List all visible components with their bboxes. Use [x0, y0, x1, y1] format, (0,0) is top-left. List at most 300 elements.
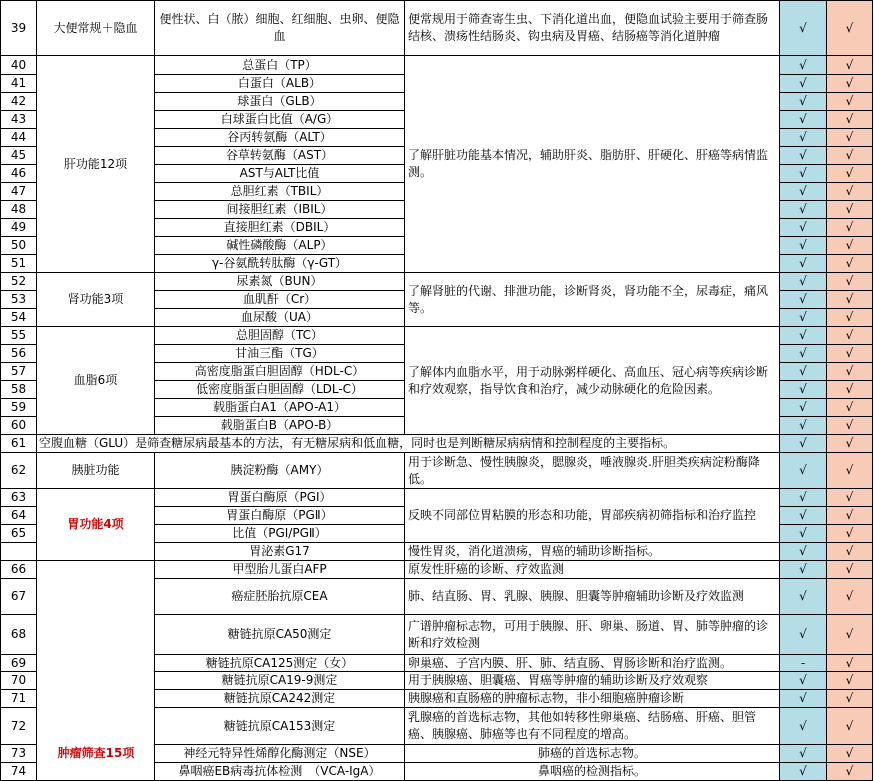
exam-item-text: 谷草转氨酶（AST） — [225, 148, 334, 162]
package-a-check-text: √ — [799, 436, 807, 450]
package-a-check-text: √ — [799, 589, 807, 603]
package-a-check — [780, 561, 827, 579]
package-b-check — [827, 201, 873, 219]
package-b-check-text: √ — [845, 238, 854, 252]
package-a-check-text: √ — [799, 148, 807, 162]
exam-item — [155, 0, 405, 56]
package-a-check-text: √ — [799, 746, 807, 760]
package-b-check-text: √ — [845, 627, 854, 641]
row-number — [0, 237, 37, 255]
package-b-check — [827, 453, 873, 489]
exam-item-text: 高密度脂蛋白胆固醇（HDL-C） — [194, 364, 365, 378]
row-number — [0, 543, 37, 561]
package-a-check — [780, 309, 827, 327]
exam-item — [155, 417, 405, 435]
row-number-text: 49 — [10, 220, 27, 234]
row-number — [0, 655, 37, 672]
exam-item-text: 癌症胚胎抗原CEA — [231, 589, 328, 603]
package-b-check — [827, 672, 873, 690]
exam-item-text: AST与ALT比值 — [239, 166, 320, 180]
package-a-check-text: √ — [799, 328, 807, 342]
package-a-check-text: √ — [799, 256, 807, 270]
package-a-check — [780, 75, 827, 93]
package-b-check — [827, 745, 873, 763]
exam-item — [155, 327, 405, 345]
category-liver-text: 肝功能12项 — [63, 156, 128, 171]
package-b-check-text: √ — [845, 202, 854, 216]
exam-description-text: 鼻咽癌的检测指标。 — [537, 764, 646, 778]
package-a-check-text: √ — [799, 112, 807, 126]
package-a-check — [780, 201, 827, 219]
package-a-check — [780, 111, 827, 129]
package-a-check — [780, 579, 827, 615]
exam-description — [405, 672, 780, 690]
package-b-check — [827, 219, 873, 237]
exam-description-text: 肺癌的首选标志物。 — [537, 746, 646, 760]
row-number — [0, 345, 37, 363]
package-b-check — [827, 561, 873, 579]
exam-item-text: 甘油三酯（TG） — [235, 346, 324, 360]
package-b-check-text: √ — [845, 166, 854, 180]
row-number — [0, 615, 37, 655]
package-b-check-text: √ — [845, 526, 854, 540]
row-number-text: 57 — [10, 364, 27, 378]
row-number-text: 53 — [10, 292, 27, 306]
exam-item-text: 胃蛋白酶原（PGⅡ） — [226, 508, 333, 522]
row-number-text: 62 — [10, 463, 27, 477]
row-number — [0, 75, 37, 93]
row-number-text: 59 — [10, 400, 27, 414]
exam-item — [155, 561, 405, 579]
row-number-text: 63 — [10, 490, 27, 504]
package-b-check — [827, 129, 873, 147]
exam-description — [405, 655, 780, 672]
package-a-check-text: √ — [799, 490, 807, 504]
package-a-check — [780, 525, 827, 543]
stomach-description-text: 反映不同部位胃粘膜的形态和功能，胃部疾病初筛指标和治疗监控 — [408, 508, 757, 522]
exam-item — [155, 543, 405, 561]
exam-description — [405, 453, 780, 489]
row-number — [0, 129, 37, 147]
row-number-text: 60 — [10, 418, 27, 432]
package-b-check-text: √ — [845, 655, 854, 670]
exam-item-text: 胰淀粉酶（AMY） — [230, 463, 329, 477]
exam-item-text: 甲型胎儿蛋白AFP — [232, 562, 327, 576]
exam-description-text: 广谱肿瘤标志物，可用于胰腺、肝、卵巢、肠道、胃、肺等肿瘤的诊断和疗效检测 — [408, 618, 769, 650]
row-number — [0, 561, 37, 579]
exam-description-text: 用于胰腺癌、胆囊癌、胃癌等肿瘤的辅助诊断及疗效观察 — [408, 673, 709, 687]
row-number-text: 65 — [10, 526, 27, 540]
row-number-text: 43 — [10, 112, 27, 126]
exam-item-text: 直接胆红素（DBIL） — [223, 220, 336, 234]
package-b-check — [827, 381, 873, 399]
package-b-check-text: √ — [845, 184, 854, 198]
row-number-text: 48 — [10, 202, 27, 216]
category-tumor-label: 肿瘤筛查15项 — [57, 745, 135, 760]
exam-item-text: 糖链抗原CA50测定 — [227, 627, 332, 641]
package-b-check-text: √ — [845, 256, 854, 270]
package-a-check — [780, 615, 827, 655]
exam-item-text: 球蛋白（GLB） — [237, 94, 322, 108]
row-number-text: 70 — [10, 673, 27, 687]
exam-item — [155, 147, 405, 165]
package-a-check — [780, 489, 827, 507]
exam-item — [155, 525, 405, 543]
package-b-check — [827, 75, 873, 93]
package-b-check-text: √ — [845, 148, 854, 162]
kidney-description-text: 了解肾脏的代谢、排泄功能，诊断肾炎，肾功能不全，尿毒症，痛风等。 — [408, 283, 769, 315]
exam-item — [155, 111, 405, 129]
package-a-check-text: √ — [799, 94, 807, 108]
exam-item — [155, 381, 405, 399]
package-b-check — [827, 525, 873, 543]
exam-item — [155, 291, 405, 309]
row-number-text: 47 — [10, 184, 27, 198]
package-b-check-text: √ — [845, 746, 854, 760]
category-kidney-text: 肾功能3项 — [67, 292, 124, 306]
package-b-check — [827, 147, 873, 165]
row-number — [0, 56, 37, 75]
row-number-text: 39 — [10, 20, 27, 35]
row-number-text: 42 — [10, 94, 27, 108]
row-number-text: 52 — [10, 274, 27, 288]
exam-item — [155, 309, 405, 327]
package-b-check-text: √ — [845, 112, 854, 126]
row-number-text: 67 — [10, 589, 27, 603]
row-number — [0, 579, 37, 615]
exam-item — [155, 165, 405, 183]
category-stool-text: 大便常规＋隐血 — [53, 20, 138, 35]
exam-description — [405, 763, 780, 781]
package-b-check-text: √ — [845, 673, 854, 687]
exam-item — [155, 345, 405, 363]
exam-item — [155, 690, 405, 708]
exam-item-text: 总蛋白（TP） — [242, 57, 317, 72]
exam-item-text: 谷丙转氨酶（ALT） — [227, 130, 332, 144]
package-b-check — [827, 655, 873, 672]
exam-item-text: 鼻咽癌EB病毒抗体检测 （VCA-IgA） — [178, 764, 381, 778]
package-a-check-text: √ — [799, 400, 807, 414]
package-b-check-text: √ — [845, 764, 854, 778]
package-a-check-text: - — [800, 655, 806, 670]
package-a-check — [780, 690, 827, 708]
row-number-text: 69 — [10, 655, 27, 670]
exam-item — [155, 615, 405, 655]
package-a-check-text: √ — [799, 691, 807, 705]
exam-item-text: 总胆红素（TBIL） — [230, 184, 329, 198]
row-number — [0, 273, 37, 291]
package-b-check-text: √ — [845, 508, 854, 522]
row-number — [0, 489, 37, 507]
exam-item — [155, 273, 405, 291]
package-a-check-text: √ — [799, 238, 807, 252]
exam-item — [155, 201, 405, 219]
package-b-check — [827, 690, 873, 708]
row-number — [0, 147, 37, 165]
package-b-check — [827, 309, 873, 327]
row-number — [0, 219, 37, 237]
row-number-text: 44 — [10, 130, 27, 144]
package-a-check-text: √ — [799, 130, 807, 144]
row-number-text: 51 — [10, 256, 27, 270]
package-a-check — [780, 327, 827, 345]
row-number-text: 50 — [10, 238, 27, 252]
exam-description-text: 用于诊断急、慢性胰腺炎，腮腺炎，唾液腺炎.肝胆类疾病淀粉酶降低。 — [408, 454, 760, 486]
package-b-check-text: √ — [845, 130, 854, 144]
package-a-check-text: √ — [799, 57, 807, 72]
package-b-check — [827, 615, 873, 655]
category-kidney — [37, 273, 155, 327]
exam-item-text: 尿素氮（BUN） — [236, 274, 323, 288]
exam-item-text: 低密度脂蛋白胆固醇（LDL-C） — [195, 382, 364, 396]
package-b-check-text: √ — [845, 589, 854, 603]
exam-item-text: 载脂蛋白B（APO-B） — [220, 418, 339, 432]
package-a-check — [780, 507, 827, 525]
package-a-check — [780, 655, 827, 672]
liver-description-text: 了解肝脏功能基本情况，辅助肝炎、脂肪肝、肝硬化、肝癌等病情监测。 — [408, 148, 769, 179]
package-a-check-text: √ — [799, 292, 807, 306]
package-a-check-text: √ — [799, 346, 807, 360]
row-number-text: 54 — [10, 310, 27, 324]
package-b-check-text: √ — [845, 364, 854, 378]
row-number-text: 73 — [10, 746, 27, 760]
row-number — [0, 435, 37, 453]
exam-item — [155, 745, 405, 763]
exam-item — [155, 399, 405, 417]
row-number-text: 56 — [10, 346, 27, 360]
exam-item — [155, 708, 405, 745]
row-number — [0, 363, 37, 381]
package-a-check-text: √ — [799, 463, 807, 477]
package-a-check-text: √ — [799, 274, 807, 288]
package-b-check-text: √ — [845, 463, 854, 477]
row-number-text: 40 — [10, 57, 27, 72]
exam-item-text: 血尿酸（UA） — [241, 310, 318, 324]
package-a-check-text: √ — [799, 382, 807, 396]
package-b-check-text: √ — [845, 328, 854, 342]
row-number — [0, 417, 37, 435]
kidney-description — [405, 273, 780, 327]
package-a-check — [780, 273, 827, 291]
exam-item-text: 间接胆红素（IBIL） — [226, 202, 333, 216]
package-b-check-text: √ — [845, 490, 854, 504]
package-a-check-text: √ — [799, 184, 807, 198]
package-a-check-text: √ — [799, 673, 807, 687]
exam-description — [405, 745, 780, 763]
package-a-check — [780, 255, 827, 273]
exam-item-text: 糖链抗原CA125测定（女） — [205, 655, 354, 670]
package-a-check-text: √ — [799, 544, 807, 558]
exam-description-text: 乳腺癌的首选标志物，其他如转移性卵巢癌、结肠癌、肝癌、胆管癌、胰腺癌、肺癌等也有不同程度的增高。 — [408, 710, 757, 741]
package-a-check-text: √ — [799, 764, 807, 778]
row-number — [0, 708, 37, 745]
package-b-check — [827, 579, 873, 615]
exam-description — [405, 690, 780, 708]
exam-description-text: 慢性胃炎，消化道溃疡，胃癌的辅助诊断指标。 — [408, 544, 661, 558]
exam-item — [155, 507, 405, 525]
package-a-check-text: √ — [799, 166, 807, 180]
package-a-check-text: √ — [799, 627, 807, 641]
package-b-check — [827, 417, 873, 435]
exam-item — [155, 183, 405, 201]
package-a-check — [780, 417, 827, 435]
package-b-check — [827, 327, 873, 345]
exam-item — [155, 93, 405, 111]
exam-description-text: 便常规用于筛查寄生虫、下消化道出血，便隐血试验主要用于筛查肠结核、溃疡性结肠炎、钩虫病及胃癌、结肠癌等消化道肿瘤 — [408, 12, 769, 43]
exam-description-text: 卵巢癌、子宫内膜、肝、肺、结直肠、胃肠诊断和治疗监测。 — [408, 655, 733, 670]
package-b-check — [827, 93, 873, 111]
package-a-check — [780, 435, 827, 453]
package-b-check — [827, 165, 873, 183]
row-number — [0, 327, 37, 345]
exam-description-text: 原发性肝癌的诊断、疗效监测 — [408, 562, 565, 576]
exam-item — [155, 75, 405, 93]
exam-description — [405, 561, 780, 579]
package-a-check — [780, 381, 827, 399]
package-b-check — [827, 237, 873, 255]
row-number — [0, 93, 37, 111]
fasting-glucose-description-text: 空腹血糖（GLU）是筛查糖尿病最基本的方法，有无糖尿病和低血糖，同时也是判断糖尿病病情和控制程度的主要指标。 — [39, 436, 676, 450]
package-b-check-text: √ — [845, 274, 854, 288]
package-a-check — [780, 672, 827, 690]
package-a-check — [780, 165, 827, 183]
package-b-check-text: √ — [845, 691, 854, 705]
package-a-check — [780, 147, 827, 165]
exam-description — [405, 615, 780, 655]
package-a-check — [780, 453, 827, 489]
package-b-check-text: √ — [845, 544, 854, 558]
category-liver — [37, 56, 155, 273]
row-number — [0, 745, 37, 763]
row-number — [0, 399, 37, 417]
package-b-check — [827, 708, 873, 745]
row-number — [0, 201, 37, 219]
lipid-description-text: 了解体内血脂水平，用于动脉粥样硬化、高血压、冠心病等疾病诊断和疗效观察，指导饮食和治疗，减少动脉硬化的危险因素。 — [408, 364, 769, 396]
package-b-check-text: √ — [845, 76, 854, 90]
exam-item — [155, 655, 405, 672]
liver-description — [405, 56, 780, 273]
exam-item-text: 比值（PGⅠ/PGⅡ） — [232, 526, 327, 540]
package-b-check — [827, 363, 873, 381]
category-stool — [37, 0, 155, 56]
row-number — [0, 507, 37, 525]
package-a-check — [780, 129, 827, 147]
package-a-check — [780, 237, 827, 255]
package-a-check-text: √ — [799, 310, 807, 324]
fasting-glucose-description — [37, 435, 780, 453]
category-stomach-text: 胃功能4项 — [67, 517, 124, 531]
exam-description-text: 肺、结直肠、胃、乳腺、胰腺、胆囊等肿瘤辅助诊断及疗效监测 — [408, 589, 745, 603]
exam-item-text: 胃泌素G17 — [249, 544, 310, 558]
exam-description — [405, 0, 780, 56]
exam-item — [155, 489, 405, 507]
row-number-text: 72 — [10, 718, 27, 733]
row-number — [0, 453, 37, 489]
package-b-check-text: √ — [845, 346, 854, 360]
row-number — [0, 255, 37, 273]
exam-item — [155, 579, 405, 615]
exam-item-text: 碱性磷酸酶（ALP） — [226, 238, 333, 252]
package-a-check-text: √ — [799, 202, 807, 216]
row-number — [0, 525, 37, 543]
package-b-check-text: √ — [845, 382, 854, 396]
row-number-text: 46 — [10, 166, 27, 180]
row-number-text: 55 — [10, 328, 27, 342]
row-number-text: 71 — [10, 691, 27, 705]
exam-description — [405, 543, 780, 561]
row-number — [0, 763, 37, 781]
exam-item-text: 白球蛋白比值（A/G） — [220, 112, 339, 126]
package-b-check-text: √ — [845, 292, 854, 306]
package-a-check — [780, 543, 827, 561]
category-pancreas — [37, 453, 155, 489]
category-lipid-text: 血脂6项 — [73, 373, 118, 387]
row-number — [0, 183, 37, 201]
exam-item-text: 血肌酐（Cr） — [242, 292, 317, 306]
row-number — [0, 381, 37, 399]
package-a-check — [780, 56, 827, 75]
row-number — [0, 0, 37, 56]
package-a-check — [780, 708, 827, 745]
row-number-text: 64 — [10, 508, 27, 522]
package-b-check — [827, 56, 873, 75]
category-lipid — [37, 327, 155, 435]
package-a-check-text: √ — [799, 508, 807, 522]
package-a-check-text: √ — [799, 718, 807, 733]
package-b-check — [827, 763, 873, 781]
package-a-check-text: √ — [799, 526, 807, 540]
package-b-check — [827, 255, 873, 273]
row-number-text: 68 — [10, 627, 27, 641]
exam-item — [155, 237, 405, 255]
package-b-check — [827, 273, 873, 291]
package-b-check — [827, 111, 873, 129]
row-number-text: 74 — [10, 764, 27, 778]
package-b-check-text: √ — [845, 718, 854, 733]
package-b-check-text: √ — [845, 562, 854, 576]
package-b-check-text: √ — [845, 20, 854, 35]
package-b-check — [827, 399, 873, 417]
package-a-check — [780, 363, 827, 381]
row-number-text: 61 — [10, 436, 27, 450]
package-b-check-text: √ — [845, 310, 854, 324]
exam-item-text: 神经元特异性烯醇化酶测定（NSE） — [183, 746, 376, 760]
row-number — [0, 165, 37, 183]
package-a-check-text: √ — [799, 220, 807, 234]
exam-item-text: γ-谷氨酰转肽酶（γ-GT） — [211, 256, 348, 270]
stomach-description — [405, 489, 780, 543]
row-number-text: 45 — [10, 148, 27, 162]
exam-item-text: 糖链抗原CA242测定 — [223, 691, 336, 705]
package-a-check — [780, 183, 827, 201]
exam-item — [155, 363, 405, 381]
package-a-check — [780, 745, 827, 763]
package-a-check-text: √ — [799, 418, 807, 432]
category-stomach — [37, 489, 155, 561]
package-b-check-text: √ — [845, 400, 854, 414]
exam-item — [155, 672, 405, 690]
exam-description — [405, 579, 780, 615]
exam-description-text: 胰腺癌和直肠癌的肿瘤标志物，非小细胞癌肿瘤诊断 — [408, 691, 685, 705]
row-number — [0, 291, 37, 309]
row-number — [0, 309, 37, 327]
package-a-check-text: √ — [799, 364, 807, 378]
exam-item-text: 白蛋白（ALB） — [237, 76, 322, 90]
exam-item — [155, 453, 405, 489]
exam-item-text: 糖链抗原CA19-9测定 — [221, 673, 338, 687]
package-b-check-text: √ — [845, 418, 854, 432]
row-number — [0, 690, 37, 708]
